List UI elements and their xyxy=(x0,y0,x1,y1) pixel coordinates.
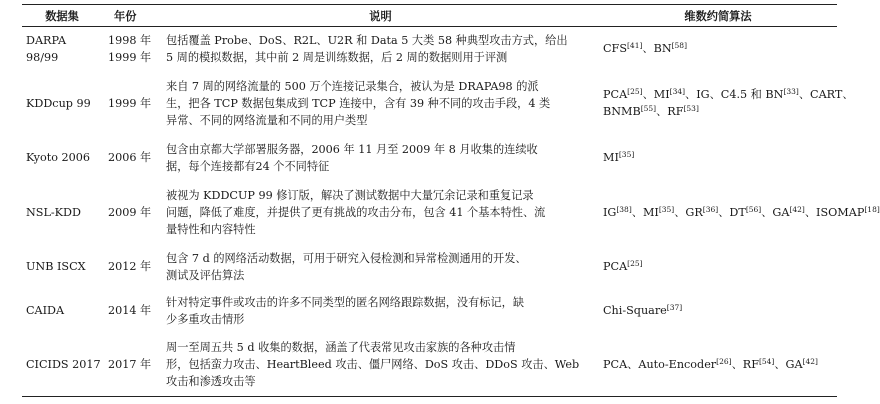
algorithm-name: 、Auto-Encoder xyxy=(627,357,717,371)
citation-ref: [58] xyxy=(671,41,688,51)
algorithm-name: 、CART、 xyxy=(798,88,854,101)
description-line: 据，每个连接都有24 个不同特征 xyxy=(166,159,330,173)
citation-ref: [18] xyxy=(864,204,880,214)
dataset-name: CICIDS 2017 xyxy=(26,357,101,371)
table-row xyxy=(22,245,837,289)
description-line: 5 周的模拟数据，其中前 2 周是训练数据，后 2 周的数据则用于评测 xyxy=(166,50,508,64)
algorithm-cell xyxy=(599,136,837,180)
dataset-name: UNB ISCX xyxy=(26,260,86,273)
algorithm-name: 、MI xyxy=(642,88,670,101)
year-value: 2017 年 xyxy=(108,357,152,371)
citation-ref: [42] xyxy=(789,204,805,214)
algorithm-name: PCA xyxy=(603,260,628,273)
algorithm-name: CFS xyxy=(603,42,627,56)
year-cell xyxy=(102,27,162,71)
year-value: 2012 年 xyxy=(108,260,152,273)
year-cell xyxy=(102,136,162,180)
description-line: 包含由京都大学部署服务器，2006 年 11 月至 2009 年 8 月收集的连续收 xyxy=(166,142,538,156)
description-line: 测试及评估算法 xyxy=(166,268,245,282)
description-line: 来自 7 周的网络流量的 500 万个连接记录集合，被认为是 DRAPA98 的派 xyxy=(166,79,539,93)
dataset-name: 98/99 xyxy=(26,50,59,64)
dataset-name-cell xyxy=(22,27,102,71)
description-cell xyxy=(162,245,599,289)
table-body xyxy=(22,27,880,397)
algorithm-name: 、BN xyxy=(642,42,672,56)
description-line: 包含 7 d 的网络活动数据，可用于研究入侵检测和异常检测通用的开发、 xyxy=(166,251,527,265)
table-row xyxy=(22,27,837,71)
description-line: 异常、不同的网络流量和不同的用户类型 xyxy=(166,113,368,127)
description-cell xyxy=(162,71,599,136)
algorithm-name: 、GA xyxy=(761,205,790,219)
citation-ref: [55] xyxy=(640,104,657,113)
description-line: 生，把各 TCP 数据包集成到 TCP 连接中，含有 39 种不同的攻击手段，4 类 xyxy=(166,96,551,110)
description-line: 包括覆盖 Probe、DoS、R2L、U2R 和 Data 5 大类 58 种典型攻击方式，给出 xyxy=(166,33,568,47)
citation-ref: [38] xyxy=(616,204,632,214)
algorithm-name: IG xyxy=(603,205,617,219)
citation-ref: [54] xyxy=(758,356,775,366)
dataset-name: NSL-KDD xyxy=(26,205,81,219)
description-cell xyxy=(162,333,599,397)
description-line: 针对特定事件或攻击的许多不同类型的匿名网络跟踪数据，没有标记，缺 xyxy=(166,295,525,309)
description-line: 被视为 KDDCUP 99 修订版，解决了测试数据中大量冗余记录和重复记录 xyxy=(166,188,534,202)
description-cell xyxy=(162,27,599,71)
algorithm-line xyxy=(603,204,880,221)
table-row xyxy=(22,289,837,333)
algorithm-line xyxy=(603,302,833,319)
algorithm-name: 、ISOMAP xyxy=(804,205,865,219)
algorithm-name: BNMB xyxy=(603,105,641,118)
year-cell xyxy=(102,245,162,289)
algorithm-cell xyxy=(599,333,837,397)
algorithm-name: 、GA xyxy=(774,357,803,371)
citation-ref: [53] xyxy=(683,104,699,113)
algorithm-cell xyxy=(599,27,837,71)
header-algorithm: 维数约简算法 xyxy=(684,8,752,23)
dataset-name-cell xyxy=(22,245,102,289)
citation-ref: [42] xyxy=(802,356,818,366)
algorithm-cell xyxy=(599,180,880,245)
algorithm-name: 、GR xyxy=(674,205,703,219)
citation-ref: [36] xyxy=(702,204,719,214)
citation-ref: [25] xyxy=(627,259,643,268)
citation-ref: [37] xyxy=(666,303,683,312)
algorithm-name: 、RF xyxy=(656,105,684,118)
algorithm-name: MI xyxy=(603,151,619,164)
description-line: 量特性和内容特性 xyxy=(166,222,256,236)
algorithm-name: PCA xyxy=(603,357,628,371)
algorithm-line xyxy=(603,258,833,275)
algorithm-line xyxy=(603,356,833,373)
description-line: 形，包括蛮力攻击、HeartBleed 攻击、僵尸网络、DoS 攻击、DDoS 攻击、Web xyxy=(166,357,580,371)
year-value: 2014 年 xyxy=(108,304,152,317)
citation-ref: [33] xyxy=(783,87,799,96)
description-cell xyxy=(162,289,599,333)
algorithm-name: 、MI xyxy=(631,205,659,219)
year-value: 1999 年 xyxy=(108,50,152,64)
dataset-name-cell xyxy=(22,71,102,136)
algorithm-line xyxy=(603,149,833,166)
year-value: 2006 年 xyxy=(108,151,152,164)
header-description: 说明 xyxy=(369,8,392,23)
dataset-name-cell xyxy=(22,333,102,397)
algorithm-name: Chi-Square xyxy=(603,304,667,317)
description-line: 周一至周五共 5 d 收集的数据，涵盖了代表常见攻击家族的各种攻击情 xyxy=(166,340,516,354)
year-cell xyxy=(102,180,162,245)
header-year: 年份 xyxy=(114,8,137,23)
dataset-name-cell xyxy=(22,136,102,180)
dataset-table xyxy=(22,4,880,397)
citation-ref: [56] xyxy=(745,204,762,214)
table-header-row xyxy=(22,5,837,27)
algorithm-cell xyxy=(599,289,837,333)
year-cell xyxy=(102,71,162,136)
description-line: 少多重攻击情形 xyxy=(166,312,245,326)
dataset-name-cell xyxy=(22,289,102,333)
table-row xyxy=(22,71,837,136)
citation-ref: [25] xyxy=(627,87,643,96)
algorithm-line xyxy=(603,86,854,103)
algorithm-cell xyxy=(599,245,837,289)
algorithm-name: PCA xyxy=(603,88,628,101)
algorithm-cell xyxy=(599,71,854,136)
header-dataset: 数据集 xyxy=(45,8,79,23)
dataset-name: CAIDA xyxy=(26,304,65,317)
year-cell xyxy=(102,289,162,333)
algorithm-line xyxy=(603,103,833,120)
table-row xyxy=(22,136,837,180)
year-cell xyxy=(102,333,162,397)
dataset-name: Kyoto 2006 xyxy=(26,151,90,164)
algorithm-name: 、DT xyxy=(718,205,746,219)
table-row xyxy=(22,333,837,397)
description-cell xyxy=(162,136,599,180)
algorithm-name: 、RF xyxy=(731,357,759,371)
dataset-name-cell xyxy=(22,180,102,245)
citation-ref: [35] xyxy=(658,204,675,214)
dataset-name: DARPA xyxy=(26,33,67,47)
citation-ref: [34] xyxy=(669,87,686,96)
year-value: 1999 年 xyxy=(108,96,152,110)
dataset-name: KDDcup 99 xyxy=(26,96,91,110)
year-value: 2009 年 xyxy=(108,205,152,219)
citation-ref: [41] xyxy=(627,41,643,51)
description-line: 攻击和渗透攻击等 xyxy=(166,374,256,388)
year-value: 1998 年 xyxy=(108,33,152,47)
citation-ref: [35] xyxy=(618,150,635,159)
table-row xyxy=(22,180,837,245)
description-cell xyxy=(162,180,599,245)
algorithm-line xyxy=(603,40,833,57)
citation-ref: [26] xyxy=(716,356,732,366)
description-line: 问题，降低了难度，并提供了更有挑战的攻击分布，包含 41 个基本特性、流 xyxy=(166,205,546,219)
algorithm-name: 、IG、C4.5 和 BN xyxy=(685,88,784,101)
